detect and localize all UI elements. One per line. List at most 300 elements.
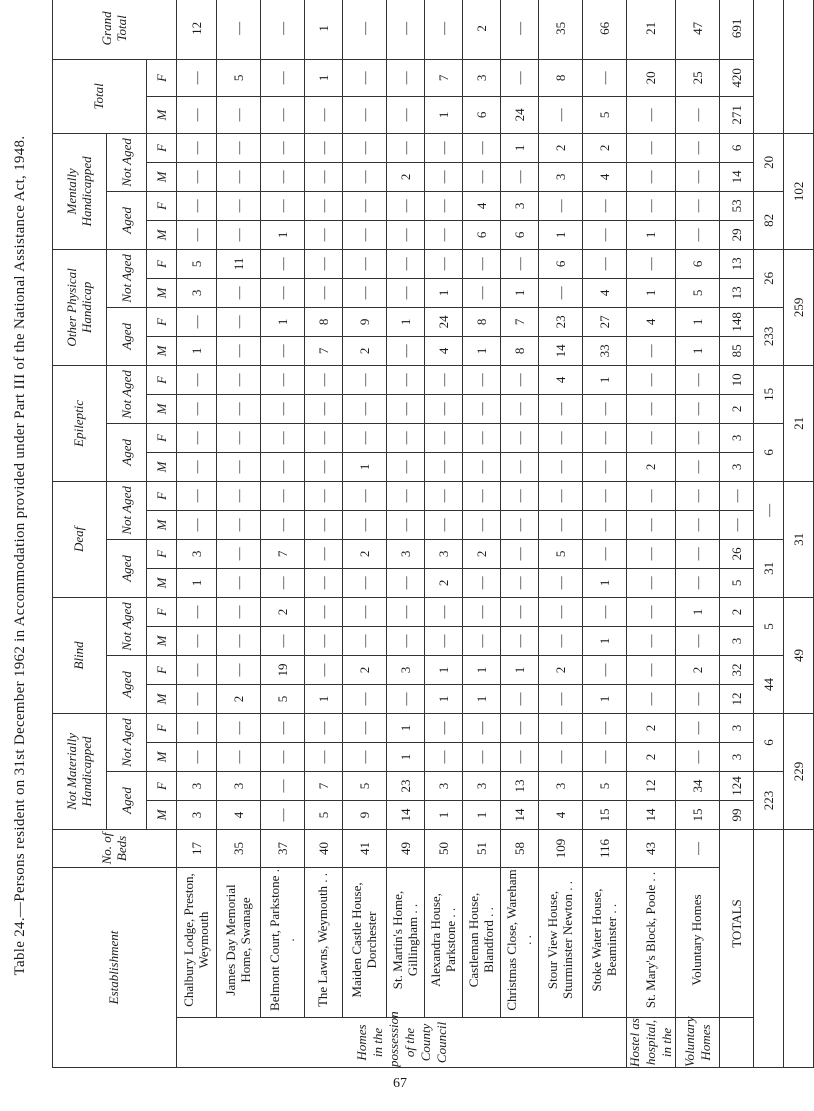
table-cell: — [177, 365, 217, 394]
table-cell: 6 [463, 96, 501, 133]
totals-cell: 2 [720, 597, 754, 626]
table-cell: 5 [343, 771, 387, 800]
m-subheader: M [147, 336, 177, 365]
table-cell: — [583, 539, 627, 568]
table-cell: — [583, 742, 627, 771]
table-cell: — [676, 626, 720, 655]
establishment-name: Chalbury Lodge, Preston, Weymouth [177, 867, 217, 1017]
establishment-name: Alexandra House, Parkstone . . [425, 867, 463, 1017]
table-cell: — [676, 394, 720, 423]
table-cell: — [676, 568, 720, 597]
table-cell: 7 [305, 336, 343, 365]
table-cell: 1 [583, 626, 627, 655]
table-cell: — [583, 220, 627, 249]
beds-count: 49 [387, 829, 425, 867]
totals-cell: 3 [720, 452, 754, 481]
beds-count: 116 [583, 829, 627, 867]
table-cell: — [387, 59, 425, 96]
table-cell: 3 [425, 771, 463, 800]
table-cell: 1 [305, 59, 343, 96]
table-cell: — [177, 481, 217, 510]
beds-count: 35 [217, 829, 261, 867]
table-cell: — [539, 96, 583, 133]
aged-sum-cell: 44 [754, 655, 784, 713]
category-header-deaf: Deaf [53, 481, 107, 597]
table-cell: 8 [463, 307, 501, 336]
table-cell: 1 [177, 336, 217, 365]
table-cell: — [627, 336, 676, 365]
table-cell: — [343, 713, 387, 742]
table-cell: — [501, 59, 539, 96]
table-cell: — [539, 191, 583, 220]
table-cell: — [425, 626, 463, 655]
m-subheader: M [147, 800, 177, 829]
table-cell: 1 [676, 336, 720, 365]
table-cell: 2 [539, 133, 583, 162]
table-cell: 14 [387, 800, 425, 829]
table-cell: 5 [539, 539, 583, 568]
table-cell: 7 [305, 771, 343, 800]
totals-row [720, 0, 754, 1068]
table-cell: — [343, 249, 387, 278]
table-cell: 2 [627, 452, 676, 481]
f-subheader: F [147, 423, 177, 452]
table-cell: 3 [177, 278, 217, 307]
table-cell: — [501, 684, 539, 713]
grand-total-header: Grand Total [53, 0, 177, 59]
beds-count: 109 [539, 829, 583, 867]
table-cell: — [261, 423, 305, 452]
table-cell: — [261, 510, 305, 539]
table-cell: — [463, 278, 501, 307]
table-cell: — [305, 162, 343, 191]
table-cell: — [539, 684, 583, 713]
table-cell: — [387, 220, 425, 249]
table-cell: 1 [261, 220, 305, 249]
table-cell: — [343, 220, 387, 249]
table-cell: 2 [463, 0, 501, 59]
totals-cell: — [720, 510, 754, 539]
category-total-cell: 102 [784, 133, 814, 249]
table-cell: 1 [463, 684, 501, 713]
table-cell: — [387, 510, 425, 539]
table-cell: — [343, 133, 387, 162]
table-cell: 8 [305, 307, 343, 336]
table-cell: 1 [425, 96, 463, 133]
table-cell: 5 [583, 96, 627, 133]
table-row [463, 0, 501, 1068]
aged-subheader: Aged [107, 423, 147, 481]
table-cell: — [261, 96, 305, 133]
m-subheader: M [147, 278, 177, 307]
establishment-name: Belmont Court, Parkstone . . [261, 867, 305, 1017]
table-cell: — [305, 539, 343, 568]
table-cell: — [463, 162, 501, 191]
aged-subheader: Aged [107, 307, 147, 365]
table-cell: — [676, 162, 720, 191]
table-cell: 3 [177, 800, 217, 829]
aged-subheader: Aged [107, 771, 147, 829]
totals-spacer [720, 1018, 754, 1068]
table-cell: — [627, 539, 676, 568]
table-cell: — [425, 394, 463, 423]
table-cell: — [177, 597, 217, 626]
table-cell: — [261, 771, 305, 800]
table-cell: 2 [387, 162, 425, 191]
category-total-cell: 49 [784, 597, 814, 713]
aged-subheader: Aged [107, 539, 147, 597]
table-cell: — [463, 365, 501, 394]
table-cell: — [305, 626, 343, 655]
table-cell: — [217, 452, 261, 481]
not-aged-subheader: Not Aged [107, 713, 147, 771]
aged-sum-cell: 82 [754, 191, 784, 249]
table-cell: — [261, 568, 305, 597]
table-cell: — [343, 481, 387, 510]
table-cell: — [305, 568, 343, 597]
table-cell: 11 [217, 249, 261, 278]
table-cell: — [261, 191, 305, 220]
table-cell: — [305, 220, 343, 249]
table-cell: — [676, 684, 720, 713]
table-cell: — [627, 394, 676, 423]
m-subheader: M [147, 568, 177, 597]
f-subheader: F [147, 365, 177, 394]
m-subheader: M [147, 162, 177, 191]
beds-count: 51 [463, 829, 501, 867]
totals-cell: 148 [720, 307, 754, 336]
table-cell: — [217, 713, 261, 742]
table-cell: — [343, 191, 387, 220]
table-cell: — [539, 626, 583, 655]
table-cell: — [261, 278, 305, 307]
beds-count: — [676, 829, 720, 867]
table-cell: — [343, 365, 387, 394]
table-cell: — [463, 133, 501, 162]
table-cell: 3 [463, 771, 501, 800]
table-cell: 1 [387, 307, 425, 336]
table-cell: — [583, 191, 627, 220]
table-cell: — [177, 655, 217, 684]
table-cell: 8 [539, 59, 583, 96]
aged-sum-cell: 31 [754, 539, 784, 597]
aged-sum-spacer [754, 829, 784, 1067]
table-cell: — [177, 684, 217, 713]
table-cell: — [676, 423, 720, 452]
beds-count: 43 [627, 829, 676, 867]
group-label-voluntary: Voluntary Homes [676, 1018, 720, 1068]
m-subheader: M [147, 684, 177, 713]
establishment-header: Establishment [53, 867, 177, 1067]
aged-sum-spacer [754, 0, 784, 133]
table-cell: — [343, 96, 387, 133]
totals-cell: — [720, 481, 754, 510]
table-cell: — [501, 0, 539, 59]
table-cell: — [343, 162, 387, 191]
table-cell: — [425, 133, 463, 162]
table-cell: 1 [425, 800, 463, 829]
f-subheader: F [147, 191, 177, 220]
table-cell: 3 [539, 162, 583, 191]
table-cell: — [583, 655, 627, 684]
page-number: 67 [393, 1076, 407, 1091]
table-cell: — [387, 597, 425, 626]
table-cell: 2 [343, 539, 387, 568]
table-cell: — [425, 365, 463, 394]
table-cell: — [676, 220, 720, 249]
table-cell: — [305, 249, 343, 278]
table-cell: 3 [387, 655, 425, 684]
table-cell: — [261, 59, 305, 96]
table-cell: 4 [539, 365, 583, 394]
table-cell: 2 [343, 336, 387, 365]
table-cell: 1 [676, 307, 720, 336]
table-cell: — [676, 713, 720, 742]
table-cell: — [539, 568, 583, 597]
totals-cell: 3 [720, 713, 754, 742]
table-row [387, 0, 425, 1068]
table-cell: — [583, 481, 627, 510]
table-cell: — [463, 249, 501, 278]
table-cell: — [463, 626, 501, 655]
table-row [501, 0, 539, 1068]
table-cell: — [583, 452, 627, 481]
table-cell: 5 [676, 278, 720, 307]
table-cell: — [217, 568, 261, 597]
table-cell: 7 [425, 59, 463, 96]
table-cell: — [627, 133, 676, 162]
category-header-mentally-handicapped: Mentally Handicapped [53, 133, 107, 249]
aged-sum-cell: 15 [754, 365, 784, 423]
table-cell: — [539, 394, 583, 423]
table-cell: — [217, 220, 261, 249]
table-cell: 1 [501, 655, 539, 684]
table-cell: — [261, 626, 305, 655]
f-subheader: F [147, 481, 177, 510]
table-cell: — [305, 394, 343, 423]
table-cell: — [387, 365, 425, 394]
table-cell: 27 [583, 307, 627, 336]
aged-sum-cell: 5 [754, 597, 784, 655]
table-cell: — [425, 423, 463, 452]
table-cell: — [539, 510, 583, 539]
table-cell: — [217, 365, 261, 394]
table-cell: 4 [539, 800, 583, 829]
beds-count: 41 [343, 829, 387, 867]
table-cell: 14 [501, 800, 539, 829]
table-cell: 4 [463, 191, 501, 220]
table-cell: — [305, 452, 343, 481]
table-cell: 8 [501, 336, 539, 365]
table-cell: 4 [217, 800, 261, 829]
header-row-1 [53, 0, 107, 1068]
table-cell: 1 [627, 220, 676, 249]
table-cell: 6 [676, 249, 720, 278]
table-cell: — [305, 655, 343, 684]
beds-count: 37 [261, 829, 305, 867]
table-cell: 7 [501, 307, 539, 336]
table-cell: 1 [425, 278, 463, 307]
category-total-cell: 21 [784, 365, 814, 481]
table-cell: — [217, 307, 261, 336]
table-cell: — [217, 96, 261, 133]
table-cell: 3 [501, 191, 539, 220]
table-cell: — [501, 568, 539, 597]
table-cell: — [177, 162, 217, 191]
table-cell: — [217, 0, 261, 59]
f-subheader: F [147, 59, 177, 96]
table-cell: — [387, 481, 425, 510]
m-subheader: M [147, 96, 177, 133]
table-cell: — [463, 394, 501, 423]
table-cell: — [425, 0, 463, 59]
table-cell: — [627, 684, 676, 713]
table-cell: 1 [261, 307, 305, 336]
table-row [425, 0, 463, 1068]
table-cell: — [177, 394, 217, 423]
table-cell: — [425, 742, 463, 771]
table-cell: 1 [387, 742, 425, 771]
table-cell: — [501, 423, 539, 452]
category-header-not-materially-handicapped: Not Materially Handicapped [53, 713, 107, 829]
table-cell: 19 [261, 655, 305, 684]
totals-cell: 2 [720, 394, 754, 423]
totals-cell: 29 [720, 220, 754, 249]
table-cell: — [676, 365, 720, 394]
table-cell: — [627, 96, 676, 133]
f-subheader: F [147, 249, 177, 278]
table-cell: — [217, 191, 261, 220]
table-row [583, 0, 627, 1068]
beds-header: No. of Beds [53, 829, 177, 867]
totals-cell: 13 [720, 278, 754, 307]
table-cell: — [305, 481, 343, 510]
f-subheader: F [147, 597, 177, 626]
table-cell: — [305, 278, 343, 307]
table-cell: 47 [676, 0, 720, 59]
table-cell: 24 [425, 307, 463, 336]
table-cell: — [539, 423, 583, 452]
category-header-blind: Blind [53, 597, 107, 713]
table-cell: 12 [177, 0, 217, 59]
table-cell: — [305, 191, 343, 220]
totals-cell: 85 [720, 336, 754, 365]
category-total-cell: 259 [784, 249, 814, 365]
table-cell: 1 [305, 684, 343, 713]
table-cell: — [387, 336, 425, 365]
table-cell: — [343, 394, 387, 423]
table-cell: — [261, 0, 305, 59]
table-row [539, 0, 583, 1068]
table-row [305, 0, 343, 1068]
table-cell: — [177, 220, 217, 249]
table-cell: — [217, 626, 261, 655]
totals-cell: 5 [720, 568, 754, 597]
establishment-name: Voluntary Homes [676, 867, 720, 1017]
table-cell: — [217, 423, 261, 452]
category-total-cell: 229 [784, 713, 814, 829]
table-cell: — [217, 539, 261, 568]
table-cell: 6 [501, 220, 539, 249]
table-cell: — [343, 742, 387, 771]
table-cell: — [539, 452, 583, 481]
table-cell: — [676, 96, 720, 133]
table-cell: — [425, 191, 463, 220]
table-cell: — [501, 626, 539, 655]
table-cell: — [463, 597, 501, 626]
table-cell: — [343, 278, 387, 307]
table-cell: 2 [217, 684, 261, 713]
totals-label: TOTALS [720, 829, 754, 1017]
table-cell: 5 [305, 800, 343, 829]
table-cell: 66 [583, 0, 627, 59]
totals-cell: 99 [720, 800, 754, 829]
table-title: Table 24.—Persons resident on 31st December 1962 in Accommodation provided under Part III of the National Assistance Act, 1948. [12, 135, 28, 976]
table-cell: — [343, 684, 387, 713]
table-cell: — [387, 684, 425, 713]
table-cell: 2 [676, 655, 720, 684]
table-cell: 25 [676, 59, 720, 96]
table-cell: — [217, 336, 261, 365]
table-cell: — [463, 452, 501, 481]
table-cell: — [539, 278, 583, 307]
table-cell: — [676, 510, 720, 539]
table-cell: 3 [539, 771, 583, 800]
table-cell: 9 [343, 800, 387, 829]
table-cell: — [583, 394, 627, 423]
table-cell: — [177, 742, 217, 771]
table-cell: — [676, 133, 720, 162]
table-cell: — [463, 481, 501, 510]
not-aged-subheader: Not Aged [107, 249, 147, 307]
table-cell: 2 [627, 742, 676, 771]
table-cell: 1 [583, 568, 627, 597]
table-cell: — [676, 452, 720, 481]
establishment-name: Christmas Close, Wareham . . [501, 867, 539, 1017]
totals-cell: 12 [720, 684, 754, 713]
table-cell: — [463, 510, 501, 539]
aged-sum-cell: 233 [754, 307, 784, 365]
table-cell: — [343, 510, 387, 539]
table-cell: — [425, 597, 463, 626]
table-cell: 15 [676, 800, 720, 829]
table-cell: — [343, 626, 387, 655]
table-cell: — [627, 510, 676, 539]
establishment-name: Maiden Castle House, Dorchester [343, 867, 387, 1017]
table-cell: — [387, 96, 425, 133]
establishment-name: St. Mary's Block, Poole . . [627, 867, 676, 1017]
table-row [261, 0, 305, 1068]
category-total-row [784, 0, 814, 1068]
totals-cell: 6 [720, 133, 754, 162]
table-cell: — [501, 713, 539, 742]
f-subheader: F [147, 771, 177, 800]
table-cell: 1 [343, 452, 387, 481]
table-cell: 5 [583, 771, 627, 800]
aged-sum-row [754, 0, 784, 1068]
totals-cell: 3 [720, 742, 754, 771]
table-cell: — [305, 365, 343, 394]
table-cell: 14 [627, 800, 676, 829]
table-cell: — [627, 626, 676, 655]
table-cell: — [501, 162, 539, 191]
aged-sum-cell: 20 [754, 133, 784, 191]
table-cell: 1 [305, 0, 343, 59]
table-cell: — [501, 742, 539, 771]
table-cell: — [305, 597, 343, 626]
table-cell: 1 [583, 365, 627, 394]
table-cell: — [539, 481, 583, 510]
